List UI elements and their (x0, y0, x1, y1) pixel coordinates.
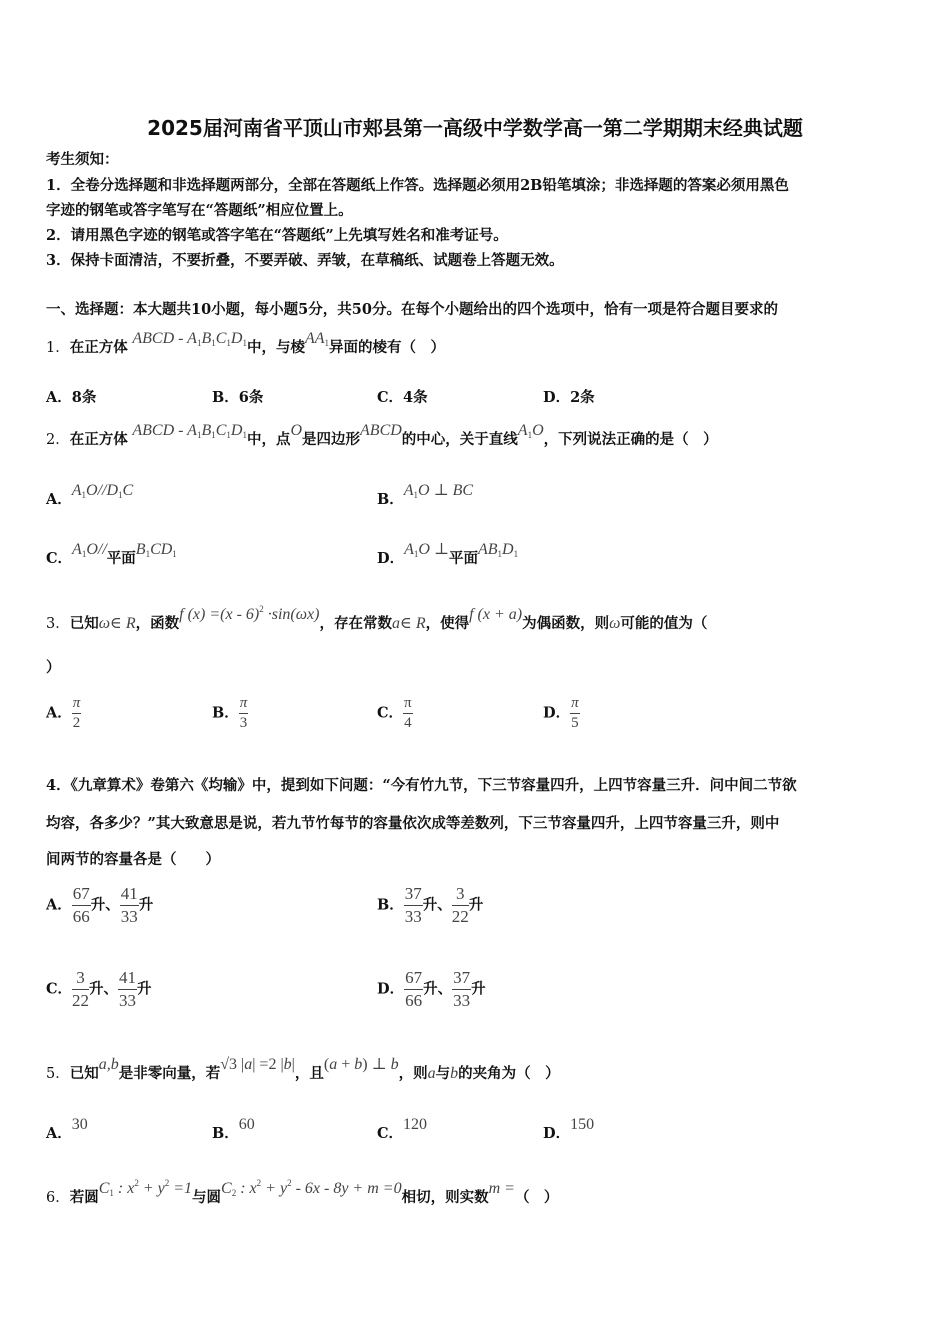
q1-option-a[interactable]: A．8条 (46, 389, 97, 406)
q4-option-b[interactable]: B． $\frac{37}{33}$ 升、 $\frac{3}{22}$ 升 (377, 884, 484, 926)
q1-option-c[interactable]: C．4条 (377, 389, 428, 406)
q3-function-formula: f (x) =(x - 6)$^2$ ·sin(ωx) (179, 604, 320, 623)
q1-edge-formula: $AA_1$ (304, 330, 329, 348)
q1-cube-formula: ABCD - $A_1B_1C_1D_1$ (132, 330, 247, 348)
q1-option-b[interactable]: B．6条 (212, 389, 264, 406)
q2-option-d[interactable]: D．$A_1O$ ⊥平面$AB_1D_1$ (377, 541, 519, 567)
section-heading: 一、选择题：本大题共10小题，每小题5分，共50分。在每个小题给出的四个选项中，恰有一项是符合题目要求的 (46, 301, 778, 318)
q5-option-a[interactable]: A．30 (46, 1116, 88, 1142)
q1-number: 1． (46, 340, 70, 356)
question-6: 6．若圆$C_1$ : $x^2 + y^2 =1$与圆$C_2$ : $x^2 + y^2 - 6x - 8y + m =0$相切，则实数m =（ ） (46, 1178, 559, 1206)
q6-circle-1-formula: $C_1$ : $x^2 + y^2 =1$ (98, 1178, 193, 1198)
q3-option-d[interactable]: D． $\frac{\pi}{5}$ (543, 695, 579, 731)
q3-bracket-close: ） (46, 659, 61, 676)
question-2: 2．在正方体 ABCD - $A_1B_1C_1D_1$中，点O是四边形ABCD的中心，关于直线$A_1O$，下列说法正确的是（ ） (46, 422, 718, 448)
q4-option-a[interactable]: A． $\frac{67}{66}$ 升、 $\frac{41}{33}$ 升 (46, 884, 154, 926)
question-4-line-2: 均容，各多少？”其大致意思是说，若九节竹每节的容量依次成等差数列，下三节容量四升，上四节容量三升，则中 (46, 815, 780, 832)
question-1: 1．在正方体 ABCD - $A_1B_1C_1D_1$中，与棱$AA_1$异面的棱有（ ） (46, 330, 445, 356)
notice-item-1b: 字迹的钢笔或答字笔写在“答题纸”相应位置上。 (46, 202, 353, 219)
q2-option-a[interactable]: A．$A_1O//D_1C$ (46, 482, 134, 508)
question-4-line-3: 间两节的容量各是（ ） (46, 851, 220, 868)
q5-norm-formula: √3 |a| =2 |b| (220, 1056, 295, 1073)
question-3: 3．已知ω∈ R，函数f (x) =(x - 6)$^2$ ·sin(ωx)，存在常数a∈ R，使得f (x + a)为偶函数，则ω可能的值为（ (46, 604, 708, 632)
question-4-line-1: 4．《九章算术》卷第六《均输》中，提到如下问题：“今有竹九节，下三节容量四升，上四节容量三升．问中间二节欲 (46, 777, 797, 794)
q3-option-a[interactable]: A． $\frac{\pi}{2}$ (46, 695, 81, 731)
q3-option-b[interactable]: B． $\frac{\pi}{3}$ (212, 695, 248, 731)
q2-option-c[interactable]: C．$A_1O//$平面$B_1CD_1$ (46, 541, 177, 567)
q1-option-d[interactable]: D．2条 (543, 389, 595, 406)
q6-circle-2-formula: $C_2$ : $x^2 + y^2 - 6x - 8y + m =0$ (221, 1178, 402, 1198)
q4-option-c[interactable]: C． $\frac{3}{22}$ 升、 $\frac{41}{33}$ 升 (46, 968, 152, 1010)
q2-option-b[interactable]: B．$A_1O$ ⊥ BC (377, 482, 474, 508)
page-title: 2025届河南省平顶山市郏县第一高级中学数学高一第二学期期末经典试题 (147, 116, 803, 140)
question-5: 5．已知a,b是非零向量，若√3 |a| =2 |b|，且(a + b) ⊥ b，则a与b的夹角为（ ） (46, 1056, 560, 1082)
notice-item-3: 3．保持卡面清洁，不要折叠，不要弄破、弄皱，在草稿纸、试题卷上答题无效。 (46, 252, 564, 269)
q5-option-b[interactable]: B．60 (212, 1116, 255, 1142)
q2-cube-formula: ABCD - $A_1B_1C_1D_1$ (132, 422, 247, 440)
q5-option-d[interactable]: D．150 (543, 1116, 595, 1142)
notice-item-1a: 1．全卷分选择题和非选择题两部分，全部在答题纸上作答。选择题必须用2B铅笔填涂；非选择题的答案必须用黑色 (46, 177, 789, 194)
q4-option-d[interactable]: D． $\frac{67}{66}$ 升、 $\frac{37}{33}$ 升 (377, 968, 486, 1010)
notice-heading: 考生须知： (46, 151, 119, 168)
q3-option-c[interactable]: C． $\frac{\pi}{4}$ (377, 695, 412, 731)
q5-option-c[interactable]: C．120 (377, 1116, 428, 1142)
notice-item-2: 2．请用黑色字迹的钢笔或答字笔在“答题纸”上先填写姓名和准考证号。 (46, 227, 508, 244)
